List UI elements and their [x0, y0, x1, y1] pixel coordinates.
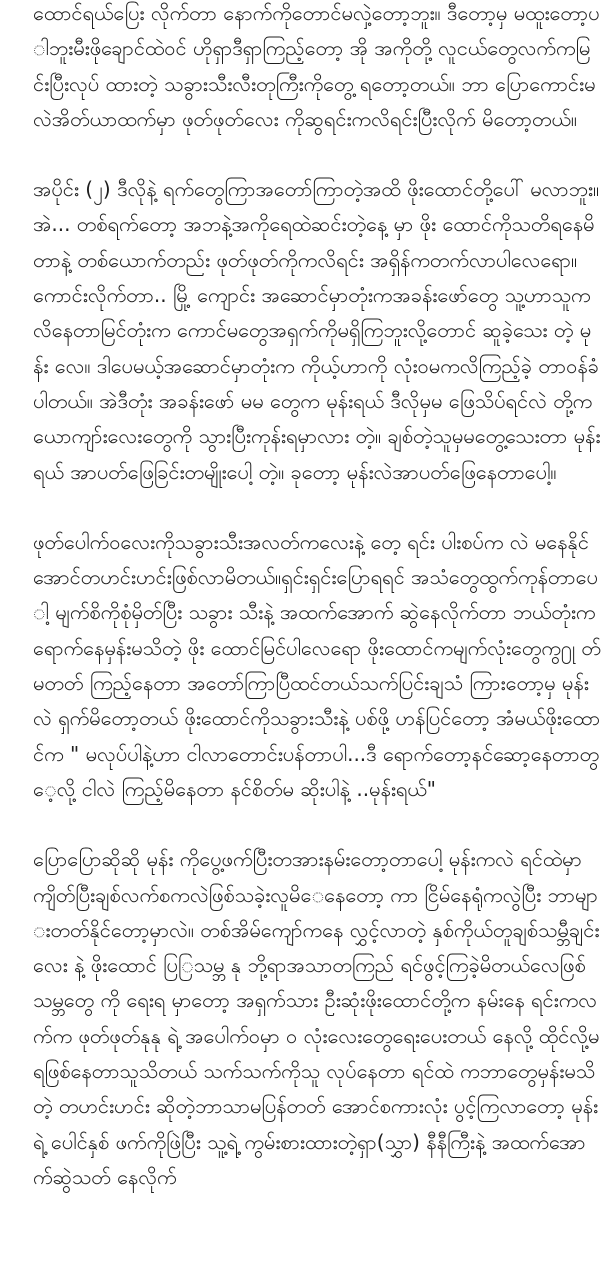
paragraph-2: အပိုင်း (၂) ဒီလိုနဲ့ ရက်တွေကြာအတော်ကြာတဲ့အထိ ဖိုးထောင်တို့ပေါ် မလာဘူး။ အဲ... တစ်ရက်တော့ အဘနဲ့အကိုရေထဲဆင်းတဲ့နေ့ မှာ ဖိုး ထောင်ကိုသတိရနေမိတာနဲ့ တစ်ယောက်တည်း ဖုတ်ဖုတ်ကိုကလိရင်း အရှိန်ကတက်လာပါလေရော။ ကောင်းလိုက်တာ.. မြို့ ကျောင်း အဆောင်မှာတုံးကအခန်းဖော်တွေ သူ့ဟာသူကလိနေတာမြင်တုံးက ကောင်မတွေအရှက်ကိုမရှိကြဘူးလို့တောင် ဆူခဲ့သေး တဲ့ မုန်း လေ။ ဒါပေမယ့်အဆောင်မှာတုံးက ကိုယ့်ဟာကို လုံးဝမကလိကြည့်ခဲ့ တာဝန်ခံပါတယ်။ အဲဒီတုံး အခန်းဖော် မမ တွေက မုန်းရယ် ဒီလိုမှမ ဖြေသိပ်ရင်လဲ တို့ကယောကျာ်းလေးတွေကို သွားပြီးကုန်းရမှာလား တဲ့။ ချစ်တဲ့သူမှမတွေ့သေးတာ မုန်းရယ် အာပတ်ဖြေခြင်းတမျိုးပေါ့ တဲ့။ ခုတော့ မုန်းလဲအာပတ်ဖြေနေတာပေါ့။ — [33, 177, 601, 484]
paragraph-1: ထောင်ရယ်ပြေး လိုက်တာ နောက်ကိုတောင်မလှဲ့တော့ဘူး။ ဒီတော့မှ မထူးတော့ပါဘူးမီးဖိုချောင်ထဲဝင် ဟိုရှာဒီရှာကြည့်တော့ အို အကိုတို့ လူငယ်တွေလက်ကမြင်းပြီးလုပ် ထားတဲ့ သခွားသီးလီးတုကြီးကိုတွေ့ ရတော့တယ်။ ဘာ ပြောကောင်းမလဲအိတ်ယာထက်မှာ ဖုတ်ဖုတ်လေး ကိုဆွရင်းကလိရင်းပြီးလိုက် မိတော့တယ်။ — [33, 1, 600, 131]
paragraph-4: ပြောပြောဆိုဆို မုန်း ကိုပွေ့ဖက်ပြီးတအားနမ်းတော့တာပေါ့ မုန်းကလဲ ရင်ထဲမှာကျိတ်ပြီးချစ်လက်စကလဲဖြစ်သခဲ့းလူမိေနေတော့ ကာ ငြိမ်နေရုံကလွဲပြီး ဘာများတတ်နိုင်တော့မှာလဲ။ တစ်အိမ်ကျော်ကနေ လွှင့်လာတဲ့ နှစ်ကိုယ်တူချစ်သမ္ဘီချင်းလေး နဲ့ ဖိုးထောင် ပြြသမ္ဘ နု ဘို့ရာအသာတကြည် ရင်ဖွင့်ကြခဲ့မိတယ်လေဖြစ်သမ္ဘတွေ ကို ရေးရ မှာတော့ အရှက်သား ဦးဆုံးဖိုးထောင်တို့က နမ်းနေ ရင်းကလက်က ဖုတ်ဖုတ်နုနု ရဲ့ အပေါက်ဝမှာ ဝ လုံးလေးတွေရေးပေးတယ် နေလို့ ထိုင်လို့မရဖြစ်နေတာသူသိတယ် သက်သက်ကိုသူ လုပ်နေတာ ရင်ထဲ ကဘာတွေမှန်းမသိတဲ့ တဟင်းဟင်း ဆိုတဲ့ဘာသာမပြန်တတ် အောင်စကားလုံး ပွင့်ကြလာတော့ မုန်းရဲ့ ပေါင်နှစ် ဖက်ကိုဖြဲပြီး သူ့ရဲ့ ကွမ်းစားထားတဲ့ရှာ(သွှာ) နီနီကြီးနဲ့ အထက်အောက်ဆွဲသတ် နေလိုက် — [33, 847, 600, 1189]
paragraph-3: ဖုတ်ပေါက်ဝလေးကိုသခွားသီးအလတ်ကလေးနဲ့ တေ့ ရင်း ပါးစပ်က လဲ မနေနိုင်အောင်တဟင်းဟင်းဖြစ်လာမိတယ်။ရှင်းရှင်းပြောရရင် အသံတွေထွက်ကုန်တာပေါ့ မျက်စိကိုစုံမှိတ်ပြီး သခွား သီးနဲ့ အထက်အောက် ဆွဲနေလိုက်တာ ဘယ်တုံးကရောက်နေမှန်းမသိတဲ့ ဖိုး ထောင်မြင်ပါလေရော ဖိုးထောင်ကမျက်လုံးတွေကွ႐ု တ်မတတ် ကြည့်နေတာ အတော်ကြာပြီထင်တယ်သက်ပြင်းချသံ ကြားတော့မှ မုန်းလဲ ရှက်မိတော့တယ် ဖိုးထောင်ကိုသခွားသီးနဲ့ ပစ်ဖို့ ဟန်ပြင်တော့ အံမယ်ဖိုးထောင်က " မလုပ်ပါနဲ့ဟာ ငါလာတောင်းပန်တာပါ...ဒီ ရောက်တော့နင်ဆော့နေတာတွေ့လို့ ငါလဲ ကြည့်မိနေတာ နင်စိတ်မ ဆိုးပါနဲ့ ..မုန်းရယ်" — [33, 529, 601, 801]
